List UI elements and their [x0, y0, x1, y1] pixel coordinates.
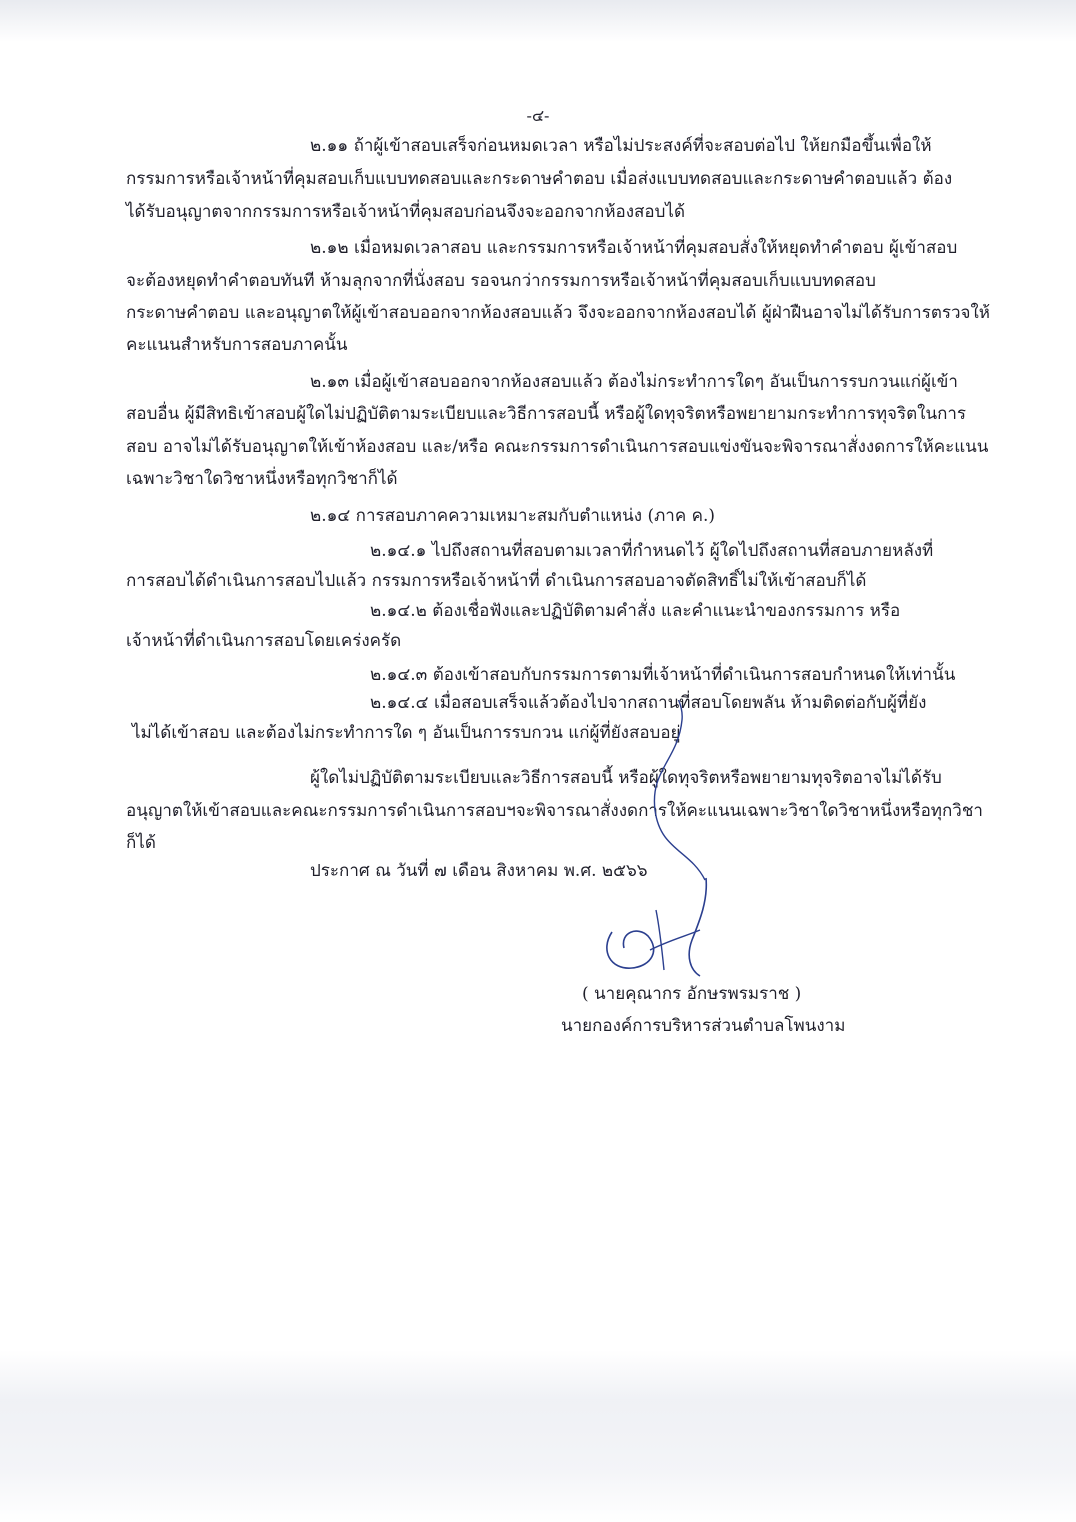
- paragraph-line: ไม่ได้เข้าสอบ และต้องไม่กระทำการใด ๆ อันเป็นการรบกวน แก่ผู้ที่ยังสอบอยู่: [132, 723, 681, 743]
- paragraph-line: อนุญาตให้เข้าสอบและคณะกรรมการดำเนินการสอบฯจะพิจารณาสั่งงดการให้คะแนนเฉพาะวิชาใดวิชาหนึ่งหรือทุกวิชา: [126, 801, 983, 821]
- paragraph-line: ๒.๑๔.๔ เมื่อสอบเสร็จแล้วต้องไปจากสถานที่สอบโดยพลัน ห้ามติดต่อกับผู้ที่ยัง: [370, 693, 927, 713]
- paragraph-line: เฉพาะวิชาใดวิชาหนึ่งหรือทุกวิชาก็ได้: [126, 469, 398, 489]
- signatory-name: ( นายคุณากร อักษรพรมราช ): [582, 984, 802, 1004]
- announcement-date: ประกาศ ณ วันที่ ๗ เดือน สิงหาคม พ.ศ. ๒๕๖๖: [310, 861, 648, 881]
- paragraph-line: ได้รับอนุญาตจากกรรมการหรือเจ้าหน้าที่คุมสอบก่อนจึงจะออกจากห้องสอบได้: [126, 202, 686, 222]
- paragraph-line: ๒.๑๑ ถ้าผู้เข้าสอบเสร็จก่อนหมดเวลา หรือไม่ประสงค์ที่จะสอบต่อไป ให้ยกมือขึ้นเพื่อให้: [310, 136, 932, 156]
- paragraph-line: คะแนนสำหรับการสอบภาคนั้น: [126, 335, 348, 355]
- paragraph-line: ๒.๑๒ เมื่อหมดเวลาสอบ และกรรมการหรือเจ้าหน้าที่คุมสอบสั่งให้หยุดทำคำตอบ ผู้เข้าสอบ: [310, 238, 958, 258]
- paragraph-line: ก็ได้: [126, 833, 156, 853]
- paragraph-line: ๒.๑๓ เมื่อผู้เข้าสอบออกจากห้องสอบแล้ว ต้องไม่กระทำการใดๆ อันเป็นการรบกวนแก่ผู้เข้า: [310, 372, 958, 392]
- handwritten-signature: [590, 700, 770, 1000]
- paragraph-line: เจ้าหน้าที่ดำเนินการสอบโดยเคร่งครัด: [126, 631, 402, 651]
- signatory-position: นายกองค์การบริหารส่วนตำบลโพนงาม: [561, 1016, 846, 1036]
- paragraph-line: กระดาษคำตอบ และอนุญาตให้ผู้เข้าสอบออกจากห้องสอบแล้ว จึงจะออกจากห้องสอบได้ ผู้ฝ่าฝืนอาจไม่ได้รับการตรวจให้: [126, 303, 991, 323]
- scan-shadow-bottom: [0, 1350, 1076, 1522]
- paragraph-line: ๒.๑๔.๑ ไปถึงสถานที่สอบตามเวลาที่กำหนดไว้ ผู้ใดไปถึงสถานที่สอบภายหลังที่: [370, 541, 934, 561]
- scan-shadow-top: [0, 0, 1076, 42]
- paragraph-line: ๒.๑๔.๒ ต้องเชื่อฟังและปฏิบัติตามคำสั่ง และคำแนะนำของกรรมการ หรือ: [370, 601, 901, 621]
- paragraph-line: ๒.๑๔.๓ ต้องเข้าสอบกับกรรมการตามที่เจ้าหน้าที่ดำเนินการสอบกำหนดให้เท่านั้น: [370, 665, 956, 685]
- paragraph-line: สอบอื่น ผู้มีสิทธิเข้าสอบผู้ใดไม่ปฏิบัติตามระเบียบและวิธีการสอบนี้ หรือผู้ใดทุจริตหรือพยายามกระทำการทุจริตในการ: [126, 404, 967, 424]
- paragraph-line: จะต้องหยุดทำคำตอบทันที ห้ามลุกจากที่นั่งสอบ รอจนกว่ากรรมการหรือเจ้าหน้าที่คุมสอบเก็บแบบทดสอบ: [126, 271, 876, 291]
- paragraph-line: ผู้ใดไม่ปฏิบัติตามระเบียบและวิธีการสอบนี้ หรือผู้ใดทุจริตหรือพยายามทุจริตอาจไม่ได้รับ: [310, 768, 942, 788]
- page-number: -๔-: [526, 106, 550, 125]
- paragraph-line: การสอบได้ดำเนินการสอบไปแล้ว กรรมการหรือเจ้าหน้าที่ ดำเนินการสอบอาจตัดสิทธิ์ไม่ให้เข้าสอบก็ได้: [126, 571, 867, 591]
- paragraph-line: กรรมการหรือเจ้าหน้าที่คุมสอบเก็บแบบทดสอบและกระดาษคำตอบ เมื่อส่งแบบทดสอบและกระดาษคำตอบแล้ว ต้อง: [126, 169, 953, 189]
- paragraph-line: สอบ อาจไม่ได้รับอนุญาตให้เข้าห้องสอบ และ/หรือ คณะกรรมการดำเนินการสอบแข่งขันจะพิจารณาสั่งงดการให้คะแนน: [126, 437, 989, 457]
- section-heading: ๒.๑๔ การสอบภาคความเหมาะสมกับตำแหน่ง (ภาค ค.): [310, 506, 716, 526]
